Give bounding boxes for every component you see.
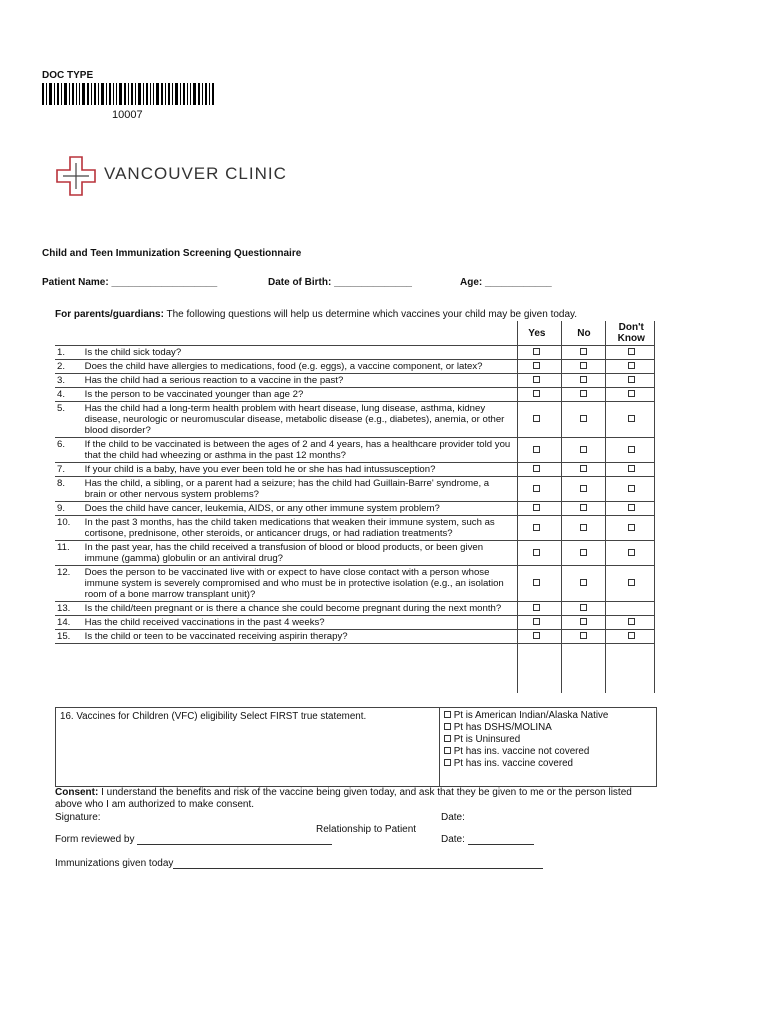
question-number: 14.	[55, 616, 83, 630]
intro-text	[55, 309, 577, 320]
question-text: Does the child have cancer, leukemia, AIDS, or any other immune system problem?	[83, 502, 514, 516]
question-row	[55, 346, 655, 360]
vfc-option-label: Pt is Uninsured	[453, 734, 521, 745]
yes-checkbox[interactable]	[533, 618, 540, 625]
no-checkbox[interactable]	[580, 348, 587, 355]
question-number: 7.	[55, 463, 83, 477]
vfc-option[interactable]	[444, 734, 608, 746]
question-number: 12.	[55, 566, 83, 602]
question-row	[55, 402, 655, 438]
form-title: Child and Teen Immunization Screening Questionnaire	[42, 248, 302, 259]
yes-checkbox[interactable]	[533, 376, 540, 383]
question-text: Is the child sick today?	[83, 346, 514, 360]
dont-know-checkbox[interactable]	[628, 504, 635, 511]
dont-know-checkbox[interactable]	[628, 446, 635, 453]
question-row	[55, 516, 655, 541]
col-no-header: No	[560, 321, 607, 346]
vfc-option-label: Pt is American Indian/Alaska Native	[453, 710, 609, 721]
yes-checkbox[interactable]	[533, 604, 540, 611]
dont-know-checkbox[interactable]	[628, 390, 635, 397]
dont-know-checkbox[interactable]	[628, 415, 635, 422]
dont-know-checkbox[interactable]	[628, 362, 635, 369]
vfc-option[interactable]	[444, 758, 608, 770]
question-text: Has the child had a serious reaction to a vaccine in the past?	[83, 374, 514, 388]
intro-body: The following questions will help us determine which vaccines your child may be given today.	[163, 309, 578, 320]
question-number: 2.	[55, 360, 83, 374]
question-row	[55, 502, 655, 516]
dont-know-checkbox[interactable]	[628, 579, 635, 586]
signature-label[interactable]: Signature:	[55, 812, 101, 823]
question-number: 10.	[55, 516, 83, 541]
question-number: 3.	[55, 374, 83, 388]
dont-know-checkbox[interactable]	[628, 348, 635, 355]
question-text: Does the person to be vaccinated live with or expect to have close contact with a person whose immune system is severely compromised and who must be in protective isolation (e.g., an isolation room of a bone marrow transplant unit)?	[83, 566, 514, 602]
question-number: 4.	[55, 388, 83, 402]
immunizations-given-field[interactable]	[55, 858, 543, 869]
question-text: If your child is a baby, have you ever been told he or she has had intussusception?	[83, 463, 514, 477]
relationship-label: Relationship to Patient	[316, 824, 417, 835]
question-number: 11.	[55, 541, 83, 566]
vfc-label: 16. Vaccines for Children (VFC) eligibility Select FIRST true statement.	[60, 711, 367, 722]
question-number: 15.	[55, 630, 83, 644]
vfc-option-label: Pt has ins. vaccine not covered	[453, 746, 590, 757]
screening-questions-table	[55, 321, 655, 644]
consent-text: I understand the benefits and risk of the vaccine being given today, and ask that they be given to me or the person listed above who I am authorized to make consent.	[55, 787, 632, 810]
no-checkbox[interactable]	[580, 485, 587, 492]
question-number: 6.	[55, 438, 83, 463]
age-field[interactable]: Age: ____________	[460, 277, 552, 288]
immunizations-line	[173, 868, 543, 869]
yes-checkbox[interactable]	[533, 465, 540, 472]
table-divider	[654, 321, 655, 693]
no-checkbox[interactable]	[580, 604, 587, 611]
table-divider	[517, 321, 518, 693]
table-divider	[605, 321, 606, 693]
yes-checkbox[interactable]	[533, 390, 540, 397]
no-checkbox[interactable]	[580, 415, 587, 422]
question-number: 1.	[55, 346, 83, 360]
form-reviewed-by-field[interactable]	[55, 834, 332, 845]
vfc-eligibility-box	[55, 707, 657, 787]
intro-bold: For parents/guardians:	[55, 309, 164, 320]
no-checkbox[interactable]	[580, 362, 587, 369]
question-text: Is the person to be vaccinated younger than age 2?	[83, 388, 514, 402]
vfc-option[interactable]	[444, 722, 608, 734]
reviewed-label: Form reviewed by	[55, 834, 135, 845]
no-checkbox[interactable]	[580, 376, 587, 383]
yes-checkbox[interactable]	[533, 485, 540, 492]
no-checkbox[interactable]	[580, 390, 587, 397]
question-number: 5.	[55, 402, 83, 438]
patient-name-field[interactable]: Patient Name: ___________________	[42, 277, 218, 288]
question-row	[55, 438, 655, 463]
vfc-divider	[439, 708, 440, 786]
question-text: Is the child/teen pregnant or is there a chance she could become pregnant during the next month?	[83, 602, 514, 616]
col-dont-know-header: Don't Know	[607, 321, 655, 346]
date-line	[468, 844, 534, 845]
question-text: In the past year, has the child received a transfusion of blood or blood products, or been given immune (gamma) globulin or an antiviral drug?	[83, 541, 514, 566]
question-text: If the child to be vaccinated is between the ages of 2 and 4 years, has a healthcare provider told you that the child had wheezing or asthma in the past 12 months?	[83, 438, 514, 463]
question-row	[55, 602, 655, 616]
doc-number: 10007	[112, 109, 143, 121]
dont-know-checkbox[interactable]	[628, 618, 635, 625]
vfc-option-label: Pt has ins. vaccine covered	[453, 758, 573, 769]
question-row	[55, 360, 655, 374]
question-row	[55, 566, 655, 602]
question-row	[55, 477, 655, 502]
question-row	[55, 374, 655, 388]
yes-checkbox[interactable]	[533, 362, 540, 369]
no-checkbox[interactable]	[580, 465, 587, 472]
question-row	[55, 630, 655, 644]
question-row	[55, 541, 655, 566]
question-row	[55, 388, 655, 402]
col-yes-header: Yes	[513, 321, 560, 346]
question-text: Has the child, a sibling, or a parent had a seizure; has the child had Guillain-Barre' syndrome, a brain or other nervous system problems?	[83, 477, 514, 502]
vfc-option-label: Pt has DSHS/MOLINA	[453, 722, 552, 733]
vfc-option[interactable]	[444, 746, 608, 758]
vfc-checkbox[interactable]	[444, 759, 451, 766]
doc-type-label: DOC TYPE	[42, 70, 94, 81]
question-text: Has the child had a long-term health problem with heart disease, lung disease, asthma, kidney disease, neurologic or neuromuscular disease, metabolic disease (e.g., diabetes), anemia, or other blood disorder?	[83, 402, 514, 438]
question-text: Is the child or teen to be vaccinated receiving aspirin therapy?	[83, 630, 514, 644]
vfc-checkbox[interactable]	[444, 735, 451, 742]
dont-know-checkbox[interactable]	[628, 485, 635, 492]
question-text: Does the child have allergies to medications, food (e.g. eggs), a vaccine component, or latex?	[83, 360, 514, 374]
dont-know-checkbox[interactable]	[628, 376, 635, 383]
question-number: 13.	[55, 602, 83, 616]
no-checkbox[interactable]	[580, 579, 587, 586]
question-row	[55, 463, 655, 477]
question-text: In the past 3 months, has the child taken medications that weaken their immune system, such as cortisone, prednisone, other steroids, or anticancer drugs, or had radiation treatments?	[83, 516, 514, 541]
yes-checkbox[interactable]	[533, 446, 540, 453]
dont-know-checkbox[interactable]	[628, 632, 635, 639]
vfc-checkbox[interactable]	[444, 711, 451, 718]
clinic-brand-name: VANCOUVER CLINIC	[104, 164, 287, 183]
date-of-birth-field[interactable]: Date of Birth: ______________	[268, 277, 412, 288]
no-checkbox[interactable]	[580, 504, 587, 511]
vfc-checkbox[interactable]	[444, 747, 451, 754]
table-header-row	[55, 321, 655, 346]
yes-checkbox[interactable]	[533, 579, 540, 586]
question-number: 8.	[55, 477, 83, 502]
dont-know-checkbox[interactable]	[628, 524, 635, 531]
barcode-image	[42, 83, 214, 105]
table-divider	[561, 321, 562, 693]
vfc-checkbox[interactable]	[444, 723, 451, 730]
date-field-2[interactable]	[441, 834, 534, 845]
no-checkbox[interactable]	[580, 524, 587, 531]
yes-checkbox[interactable]	[533, 549, 540, 556]
immunizations-label: Immunizations given today	[55, 858, 174, 869]
clinic-cross-logo-icon	[55, 155, 97, 197]
vfc-option[interactable]	[444, 710, 608, 722]
no-checkbox[interactable]	[580, 632, 587, 639]
no-checkbox[interactable]	[580, 618, 587, 625]
no-checkbox[interactable]	[580, 549, 587, 556]
yes-checkbox[interactable]	[533, 348, 540, 355]
yes-checkbox[interactable]	[533, 524, 540, 531]
dont-know-checkbox[interactable]	[628, 465, 635, 472]
no-checkbox[interactable]	[580, 446, 587, 453]
yes-checkbox[interactable]	[533, 415, 540, 422]
yes-checkbox[interactable]	[533, 504, 540, 511]
reviewed-line	[137, 844, 332, 845]
vfc-options	[444, 710, 608, 770]
date-label-2: Date:	[441, 834, 465, 845]
date-label-1[interactable]: Date:	[441, 812, 465, 823]
dont-know-checkbox[interactable]	[628, 549, 635, 556]
question-text: Has the child received vaccinations in the past 4 weeks?	[83, 616, 514, 630]
consent-statement	[55, 787, 655, 811]
yes-checkbox[interactable]	[533, 632, 540, 639]
consent-bold: Consent:	[55, 787, 99, 798]
question-row	[55, 616, 655, 630]
question-number: 9.	[55, 502, 83, 516]
